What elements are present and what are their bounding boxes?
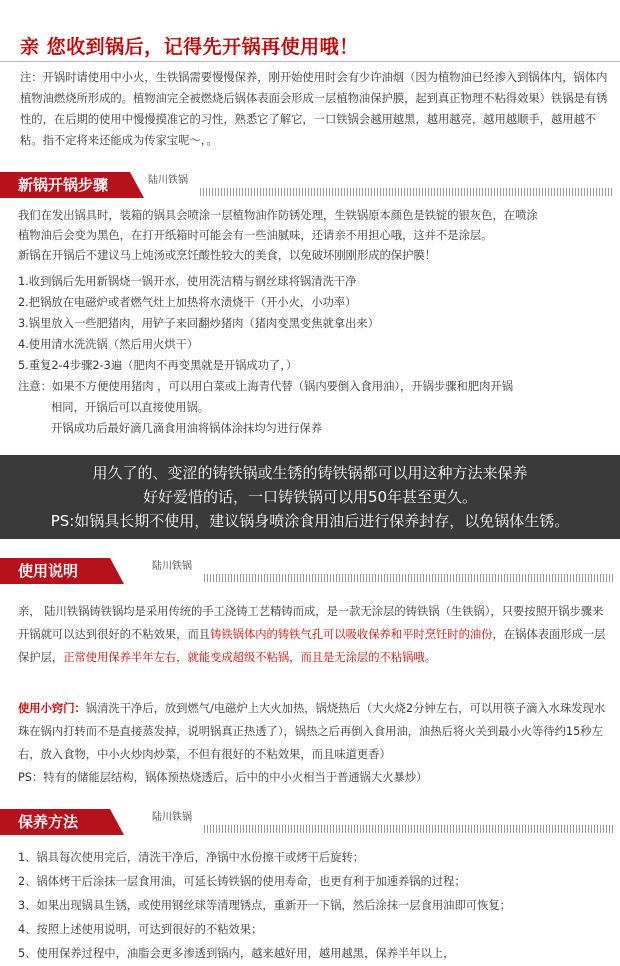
notice-paragraph: 注：开锅时请使用中小火，生铁锅需要慢慢保养，刚开始使用时会有少许油烟（因为植物油已经渗入到锅体内，锅体内植物油燃烧所形成的。植物油完全被燃烧后锅体表面会形成一层植物油保护膜，起到真正物理不粘得效果）铁锅是有锈性的，在后期的使用中慢慢摸准它的习性，熟悉它了解它，一口铁锅会越用越黑，越用越亮，越用越顺手，越用越不粘。指不定将来还能成为传家宝呢～，。 xyxy=(20,71,608,147)
intro-line: 我们在发出锅具时，装箱的锅具会喷涂一层植物油作防锈处理，生铁锅原本颜色是铁锭的银灰色，在喷涂 xyxy=(18,209,538,222)
usage-text: 亲， 陆川铁锅铸铁锅均是采用传统的手工浇铸工艺精铸而成，是一款无涂层的铸铁锅（生铁锅），只要按照开锅步骤来开锅就可以达到很好的不粘效果，而且 xyxy=(18,605,604,641)
step-item: 1.收到锅后先用新锅烧一锅开水，使用洗洁精与钢丝球将锅清洗干净 xyxy=(18,275,357,288)
brand-label: 陆川铁锅 xyxy=(152,561,192,572)
usage-highlight: 正常使用保养半年左右，就能变成超级不粘锅，而且是无涂层的不粘锅哦。 xyxy=(63,651,437,664)
step-item: 4.使用清水洗洗锅（然后用火烘干） xyxy=(18,338,199,351)
care-item: 1、锅具每次使用完后，清洗干净后，净锅中水份擦干或烤干后旋转； xyxy=(18,851,365,864)
section-header-care xyxy=(0,805,620,835)
section-title: 保养方法 xyxy=(0,809,110,835)
note-line: 相同，开锅后可以直接使用锅。 xyxy=(51,401,210,414)
section-title: 使用说明 xyxy=(0,558,110,584)
care-item: 3、如果出现锅具生锈，或使用钢丝球等清理锈点，重新开一下锅，然后涂抹一层食用油即可恢复； xyxy=(18,899,511,912)
brand-label: 陆川铁锅 xyxy=(152,812,192,823)
note-line: 注意：如果不方便使用猪肉 ，可以用白菜或上海青代替（锅内要倒入食用油），开锅步骤和肥肉开锅 xyxy=(18,380,514,393)
usage-highlight: 铸铁锅体内的铸铁气孔可以吸收保养和平时烹饪时的油份 xyxy=(210,628,493,641)
title-divider xyxy=(0,61,620,62)
banner-line: 好好爱惜的话，一口铸铁锅可以用50年甚至更久。 xyxy=(142,488,478,506)
tip-text: 锅清洗干净后，放到燃气/电磁炉上大火加热，锅烧热后（大火烧2分钟左右，可以用筷子滴入水珠发现水珠在锅内打转而不是直接蒸发掉，说明锅真正热透了），锅热之后再倒入食用油，油热后将火关到最小火等待约15秒左右，放入食物，中小火炒肉炒菜，不但有很好的不粘效果，而且味道更香） xyxy=(18,702,606,761)
care-item: 4、按照上述使用说明，可达到很好的不粘效果； xyxy=(18,923,263,936)
section-header-usage xyxy=(0,554,620,584)
tip-label: 使用小窍门： xyxy=(18,702,86,715)
step-item: 5.重复2-4步骤2-3遍（肥肉不再变黑就是开锅成功了，） xyxy=(18,359,298,372)
care-list xyxy=(18,846,608,966)
section-header-new-pot xyxy=(0,168,620,198)
intro-line: 新锅在开锅后不建议马上炖汤或烹饪酸性较大的美食，以免破坏刚刚形成的保护膜！ xyxy=(18,249,436,262)
intro-text xyxy=(18,206,608,266)
ps-note: PS：特有的储能层结构，锅体预热烧透后，后中的中小火相当于普通锅大火暴炒） xyxy=(18,771,428,784)
step-item: 3.锅里放入一些肥猪肉，用铲子来回翻炒猪肉（猪肉变黑变焦就拿出来） xyxy=(18,317,379,330)
usage-text: ，在锅体表面形成一层保护层， xyxy=(18,628,606,664)
banner-line: 用久了的、变涩的铸铁锅或生锈的铸铁锅都可以用这种方法来保养 xyxy=(92,464,528,482)
brand-label: 陆川铁锅 xyxy=(148,175,188,186)
decorative-stripes xyxy=(204,574,614,582)
intro-line: 植物油后会变为黑色，在打开纸箱时可能会有一些油腻味，还请亲不用担心哦，这并不是涂层。 xyxy=(18,229,493,242)
step-item: 2.把锅放在电磁炉或者燃气灶上加热将水渍烧干（开小火，小功率） xyxy=(18,296,357,309)
steps-list xyxy=(18,271,608,439)
tip-paragraph xyxy=(18,697,606,766)
care-item: 2、锅体烤干后涂抹一层食用油，可延长铸铁锅的使用寿命，也更有利于加速养锅的过程； xyxy=(18,875,466,888)
note-line: 开锅成功后最好滴几滴食用油将锅体涂抹均匀进行保养 xyxy=(51,422,323,435)
decorative-stripes xyxy=(204,825,614,833)
decorative-stripes xyxy=(200,188,614,196)
section-title: 新锅开锅步骤 xyxy=(0,172,130,198)
care-banner xyxy=(0,455,620,539)
care-item: 5、使用保养过程中，油脂会更多渗透到锅内，越来越好用，越用越黑，保养半年以上， xyxy=(18,947,455,960)
usage-paragraph xyxy=(18,600,606,669)
page-title: 亲 您收到锅后，记得先开锅再使用哦！ xyxy=(20,36,359,58)
banner-line: PS:如锅具长期不使用，建议锅身喷涂食用油后进行保养封存，以免锅体生锈。 xyxy=(50,512,570,530)
